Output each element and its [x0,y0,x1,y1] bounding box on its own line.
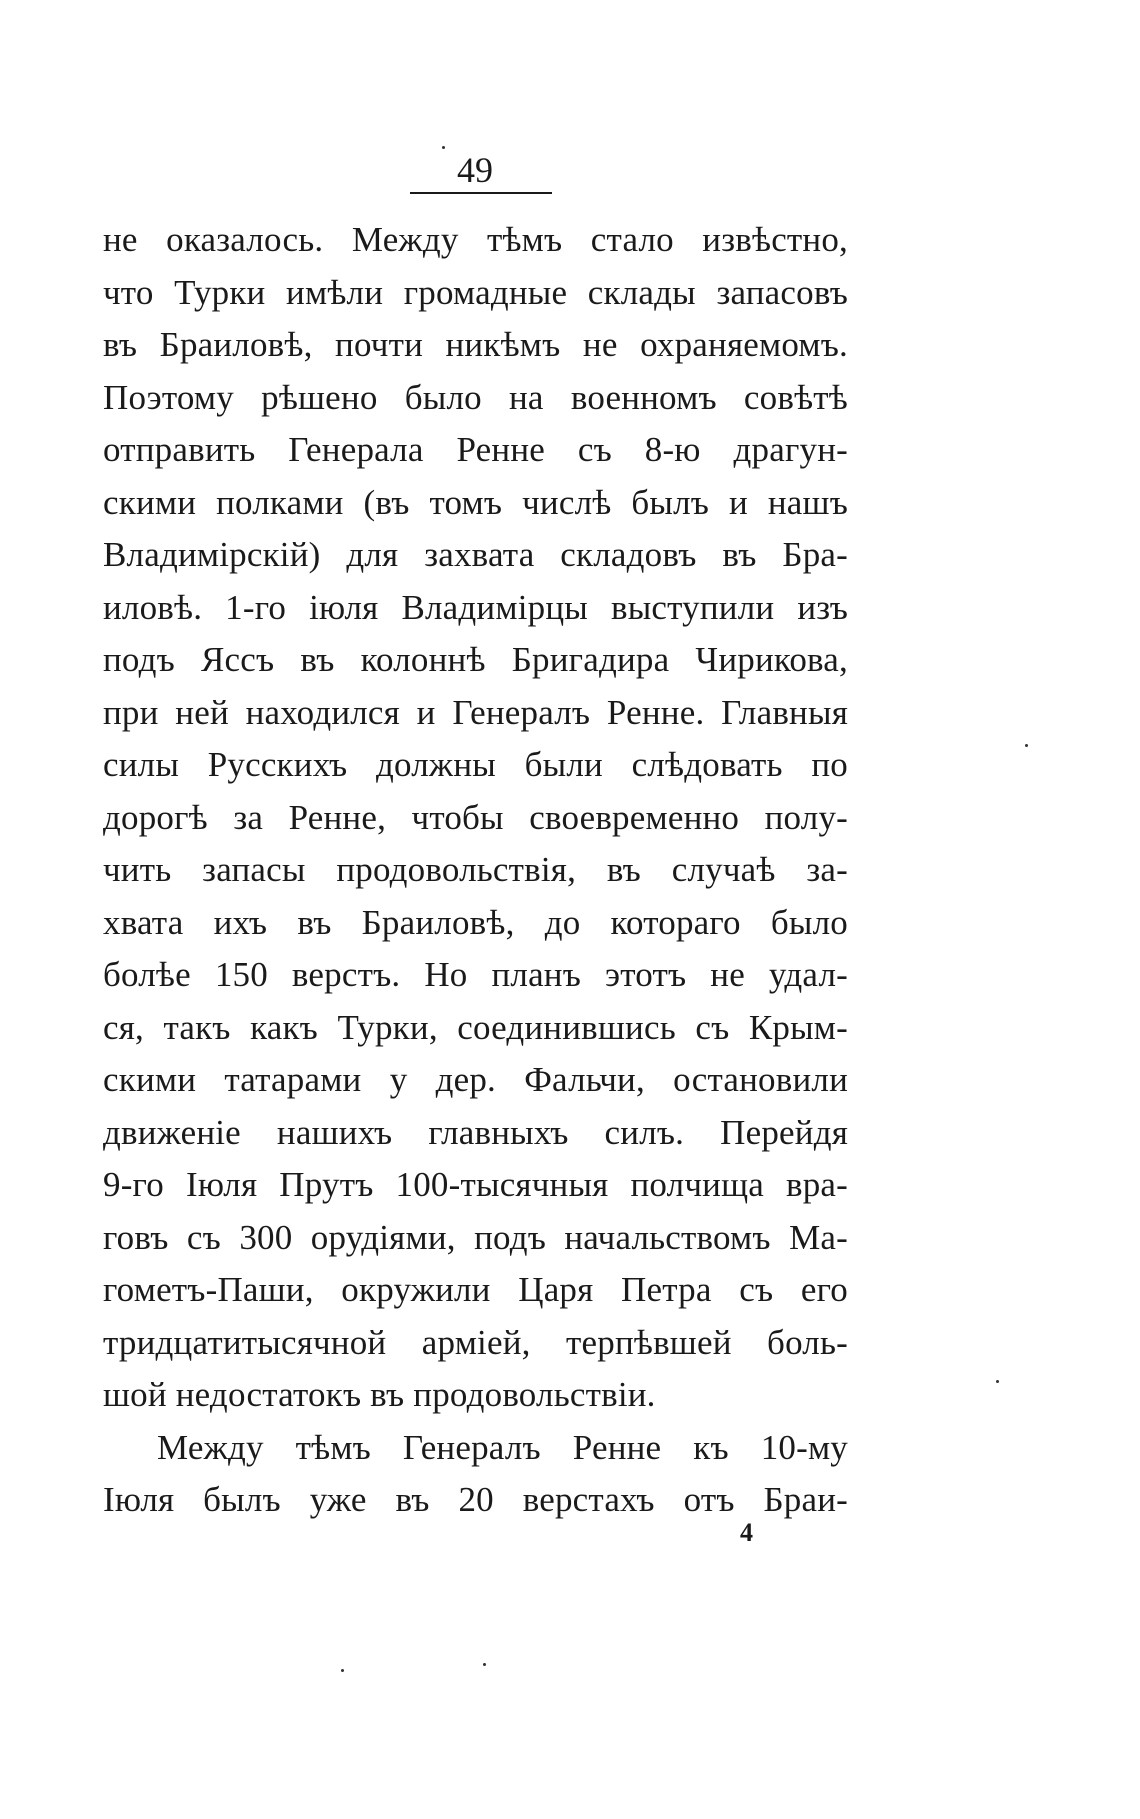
text-line: силы Русскихъ должны были слѣдовать по [103,745,848,784]
text-line: въ Браиловѣ, почти никѣмъ не охраняемомъ. [103,325,848,364]
print-speck [341,1669,344,1672]
text-line: что Турки имѣли громадные склады запасовъ [103,272,848,312]
text-line-paragraph-end: шой недостатокъ въ продовольствіи. [103,1375,656,1414]
text-line: ся, такъ какъ Турки, соединившись съ Крым- [103,1007,848,1047]
text-line: скими полками (въ томъ числѣ былъ и нашъ [103,482,848,522]
print-speck [1025,744,1028,747]
text-line: Іюля былъ уже въ 20 верстахъ отъ Браи- [103,1480,848,1519]
text-line: чить запасы продовольствія, въ случаѣ за- [103,850,848,889]
text-line: говъ съ 300 орудіями, подъ начальствомъ Ма- [103,1217,848,1257]
page-number: 49 [457,150,493,190]
text-line: Владимірскій) для захвата складовъ въ Бра- [103,535,848,574]
print-speck [483,1663,486,1666]
text-line-paragraph-start: Между тѣмъ Генералъ Ренне къ 10-му [157,1427,848,1467]
text-line: подъ Яссъ въ колоннѣ Бригадира Чирикова, [103,640,848,679]
text-line: Поэтому рѣшено было на военномъ совѣтѣ [103,377,848,417]
text-line: скими татарами у дер. Фальчи, остановили [103,1060,848,1099]
text-line: иловѣ. 1-го іюля Владимірцы выступили изъ [103,587,848,627]
print-speck [442,146,445,149]
text-line: тридцатитысячной арміей, терпѣвшей боль- [103,1322,848,1362]
text-line: при ней находился и Генералъ Ренне. Главныя [103,692,848,732]
text-line: дорогѣ за Ренне, чтобы своевременно полу- [103,797,848,837]
text-line: 9-го Іюля Прутъ 100-тысячныя полчища вра- [103,1165,848,1204]
body-text [103,214,848,1527]
text-line: отправить Генерала Ренне съ 8-ю драгун- [103,430,848,469]
text-line: не оказалось. Между тѣмъ стало извѣстно, [103,220,848,259]
header-rule [410,192,552,194]
signature-mark: 4 [740,1518,753,1547]
text-line: гометъ-Паши, окружили Царя Петра съ его [103,1270,848,1309]
text-line: хвата ихъ въ Браиловѣ, до котораго было [103,902,848,942]
print-speck [996,1380,999,1383]
text-line: движеніе нашихъ главныхъ силъ. Перейдя [103,1112,848,1152]
text-line: болѣе 150 верстъ. Но планъ этотъ не удал- [103,955,848,994]
